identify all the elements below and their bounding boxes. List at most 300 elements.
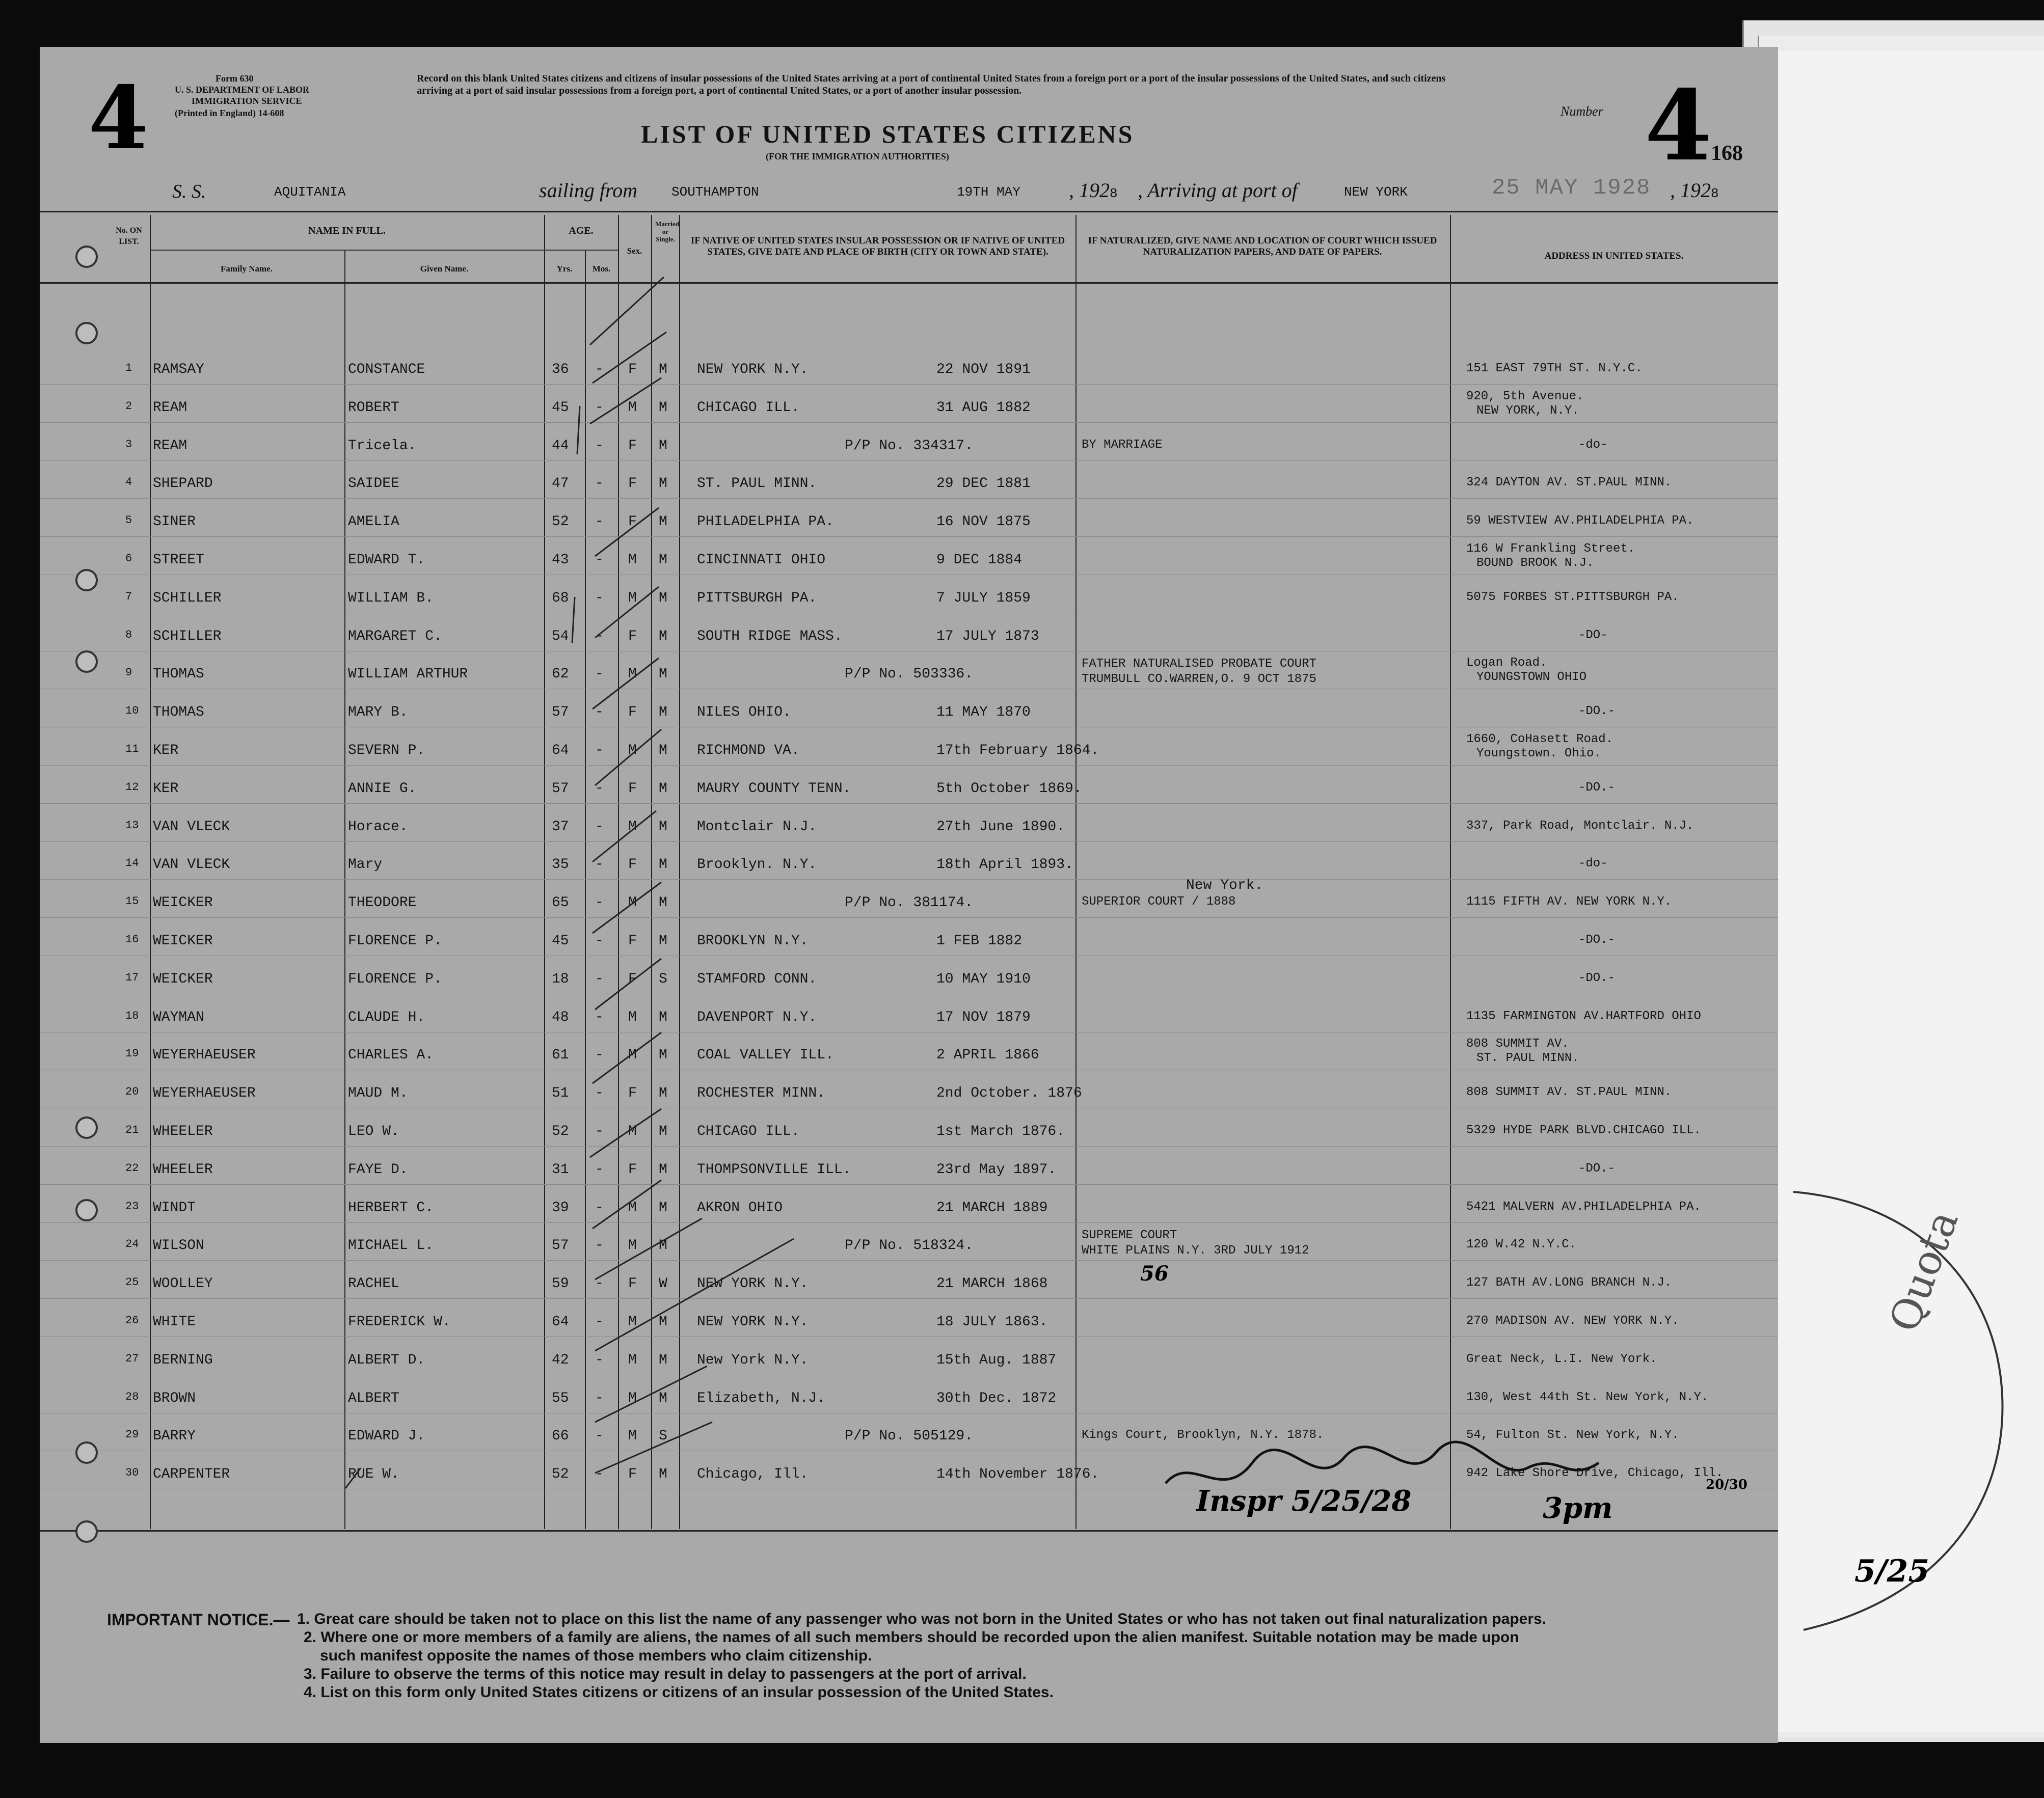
row-number: 22	[125, 1161, 139, 1175]
birthplace: PHILADELPHIA PA.	[697, 514, 834, 530]
tally-note: 20/30	[1706, 1477, 1747, 1492]
birth-date: 1 FEB 1882	[936, 933, 1023, 949]
check-mark	[595, 1239, 794, 1351]
age-years: 37	[552, 819, 569, 835]
age-months: -	[595, 438, 604, 454]
family-name: VAN VLECK	[153, 819, 230, 835]
birth-date: 23rd May 1897.	[936, 1161, 1057, 1178]
service: IMMIGRATION SERVICE	[192, 96, 302, 106]
address: 920, 5th Avenue.	[1466, 389, 1584, 403]
given-name: CONSTANCE	[348, 362, 425, 377]
age-years: 54	[552, 628, 569, 644]
check-mark	[593, 658, 659, 709]
birth-date: 29 DEC 1881	[936, 476, 1031, 492]
birthplace: NEW YORK N.Y.	[697, 1314, 809, 1330]
birthplace: NEW YORK N.Y.	[697, 362, 809, 377]
marital-status: M	[659, 362, 667, 377]
sex: M	[628, 590, 637, 606]
family-name: REAM	[153, 399, 187, 416]
family-name: BERNING	[153, 1352, 213, 1368]
given-name: ALBERT	[348, 1390, 399, 1406]
row-number: 16	[125, 933, 139, 946]
check-mark	[595, 1218, 702, 1279]
sex: F	[628, 362, 637, 377]
year-departure-suffix: 8	[1110, 186, 1118, 201]
age-months: -	[595, 399, 604, 416]
age-years: 35	[552, 857, 569, 873]
naturalization-top: New York.	[1186, 878, 1263, 894]
family-name: SHEPARD	[153, 476, 213, 492]
check-mark	[590, 378, 661, 424]
sailing-label: sailing from	[539, 179, 637, 202]
birth-date: 2nd October. 1876	[936, 1085, 1082, 1102]
sex: M	[628, 1009, 637, 1025]
address: 54, Fulton St. New York, N.Y.	[1466, 1428, 1679, 1442]
age-years: 52	[552, 1124, 569, 1139]
row-number: 11	[125, 743, 139, 755]
age-years: 64	[552, 1314, 569, 1330]
address-2: ST. PAUL MINN.	[1476, 1051, 1579, 1066]
age-years: 45	[552, 933, 569, 949]
age-months: -	[595, 1314, 604, 1330]
birth-date: 21 MARCH 1868	[936, 1276, 1048, 1292]
sex: M	[628, 1124, 637, 1139]
address: -DO.-	[1578, 971, 1616, 985]
year-arrival: , 1928	[1670, 179, 1719, 202]
birth-date: 15th Aug. 1887	[936, 1352, 1057, 1368]
check-mark	[590, 1109, 661, 1157]
sex: F	[628, 1161, 637, 1178]
sex: F	[628, 628, 637, 644]
given-name: FLORENCE P.	[348, 933, 442, 949]
sex: M	[628, 1314, 637, 1330]
address: Great Neck, L.I. New York.	[1466, 1352, 1657, 1366]
age-years: 68	[552, 590, 569, 606]
sex: F	[628, 438, 637, 454]
family-name: KER	[153, 743, 179, 758]
sex: F	[628, 514, 637, 530]
binder-hole	[75, 1116, 98, 1139]
marital-status: M	[659, 552, 667, 568]
age-years: 31	[552, 1161, 569, 1178]
sex: F	[628, 933, 637, 949]
notice-item: 1. Great care should be taken not to place on this list the name of any passenger who was not born in the United States or who has not taken out final naturalization papers.	[297, 1611, 1547, 1627]
birthplace: COAL VALLEY ILL.	[697, 1047, 834, 1064]
family-name: WEICKER	[153, 971, 213, 987]
birthplace: RICHMOND VA.	[697, 743, 800, 758]
given-name: ROBERT	[348, 399, 399, 416]
given-name: RACHEL	[348, 1276, 399, 1292]
check-mark	[595, 508, 659, 556]
ship-name: AQUITANIA	[274, 184, 346, 200]
given-name: ANNIE G.	[348, 780, 417, 797]
row-number: 21	[125, 1124, 139, 1136]
age-years: 18	[552, 971, 569, 987]
check-mark	[595, 1422, 712, 1473]
marital-status: M	[659, 399, 667, 416]
marital-status: M	[659, 819, 667, 835]
birthplace: P/P No. 381174.	[845, 895, 974, 911]
given-name: EDWARD T.	[348, 552, 425, 568]
page-subtitle: (FOR THE IMMIGRATION AUTHORITIES)	[766, 151, 949, 161]
address: 116 W Frankling Street.	[1466, 542, 1635, 556]
birthplace: NILES OHIO.	[697, 704, 791, 721]
check-mark	[593, 1032, 661, 1083]
address: 59 WESTVIEW AV.PHILADELPHIA PA.	[1466, 514, 1694, 528]
row-number: 5	[125, 514, 132, 527]
row-number: 4	[125, 476, 132, 489]
sex: M	[628, 1390, 637, 1406]
birth-date: 7 JULY 1859	[936, 590, 1031, 606]
check-mark	[593, 332, 666, 383]
given-name: EDWARD J.	[348, 1428, 425, 1445]
sex: M	[628, 1352, 637, 1368]
row-number: 2	[125, 399, 132, 413]
address: 130, West 44th St. New York, N.Y.	[1466, 1390, 1709, 1404]
address: -DO.-	[1578, 780, 1616, 795]
marital-status: M	[659, 1238, 667, 1254]
marital-status: M	[659, 1390, 667, 1406]
family-name: WAYMAN	[153, 1009, 204, 1025]
birth-date: 31 AUG 1882	[936, 399, 1031, 416]
record-note: Record on this blank United States citizens and citizens of insular possessions of the United States arriving at a port of continental United States from a foreign port or a port of the insular possessions of the United States, and such citizens arriving at a port of said insular possessions from a foreign port, a port of continental United States, or a port of another insular possession.	[417, 73, 1446, 96]
age-months: -	[595, 933, 604, 949]
row-number: 27	[125, 1352, 139, 1365]
sex: M	[628, 895, 637, 911]
age-years: 47	[552, 476, 569, 492]
marital-status: M	[659, 514, 667, 530]
year-arrival-suffix: 8	[1711, 186, 1719, 201]
age-months: -	[595, 514, 604, 530]
age-months: -	[595, 1124, 604, 1139]
family-name: THOMAS	[153, 704, 204, 721]
age-years: 57	[552, 1238, 569, 1254]
form-number: Form 630	[216, 73, 254, 84]
age-years: 36	[552, 362, 569, 377]
age-years: 52	[552, 514, 569, 530]
binder-hole	[75, 569, 98, 591]
row-number: 30	[125, 1466, 139, 1480]
sex: M	[628, 399, 637, 416]
marital-status: M	[659, 933, 667, 949]
check-mark	[593, 1180, 661, 1229]
family-name: WHEELER	[153, 1124, 213, 1139]
marital-status: M	[659, 1047, 667, 1064]
check-mark	[593, 811, 656, 862]
header-name: NAME IN FULL.	[308, 225, 386, 236]
given-name: Tricela.	[348, 438, 417, 454]
sex: F	[628, 704, 637, 721]
given-name: WILLIAM B.	[348, 590, 434, 606]
birth-date: 1st March 1876.	[936, 1124, 1065, 1139]
given-name: MARGARET C.	[348, 628, 442, 644]
header-family: Family Name.	[221, 264, 273, 274]
marital-status: M	[659, 1124, 667, 1139]
address: -DO.-	[1578, 933, 1616, 947]
birthplace: BROOKLYN N.Y.	[697, 933, 809, 949]
address: Logan Road.	[1466, 656, 1547, 670]
birthplace: THOMPSONVILLE ILL.	[697, 1161, 851, 1178]
family-name: KER	[153, 780, 179, 797]
sex: M	[628, 1047, 637, 1064]
age-months: -	[595, 1428, 604, 1445]
given-name: WILLIAM ARTHUR	[348, 666, 468, 683]
birth-date: 10 MAY 1910	[936, 971, 1031, 987]
family-name: REAM	[153, 438, 187, 454]
birthplace: CINCINNATI OHIO	[697, 552, 826, 568]
age-months: -	[595, 1047, 604, 1064]
binder-hole	[75, 1441, 98, 1464]
check-mark	[595, 729, 661, 785]
age-years: 39	[552, 1200, 569, 1216]
age-months: -	[595, 590, 604, 606]
age-years: 66	[552, 1428, 569, 1445]
age-months: -	[595, 476, 604, 492]
age-months: -	[595, 1009, 604, 1025]
birth-date: 5th October 1869.	[936, 780, 1082, 797]
address: 151 EAST 79TH ST. N.Y.C.	[1466, 362, 1643, 375]
birthplace: SOUTH RIDGE MASS.	[697, 628, 843, 644]
marital-status: M	[659, 1352, 667, 1368]
family-name: SINER	[153, 514, 196, 530]
marital-status: W	[659, 1276, 667, 1292]
family-name: WHITE	[153, 1314, 196, 1330]
age-years: 42	[552, 1352, 569, 1368]
given-name: CLAUDE H.	[348, 1009, 425, 1025]
address: 808 SUMMIT AV. ST.PAUL MINN.	[1466, 1085, 1672, 1100]
given-name: Mary	[348, 857, 383, 873]
check-mark	[577, 406, 580, 454]
row-number: 1	[125, 362, 132, 374]
age-months: -	[595, 666, 604, 683]
birthplace: CHICAGO ILL.	[697, 399, 800, 416]
given-name: LEO W.	[348, 1124, 399, 1139]
address: 127 BATH AV.LONG BRANCH N.J.	[1466, 1276, 1672, 1290]
family-name: CARPENTER	[153, 1466, 230, 1483]
row-number: 29	[125, 1428, 139, 1441]
given-name: THEODORE	[348, 895, 417, 911]
sex: M	[628, 819, 637, 835]
sex: M	[628, 1200, 637, 1216]
notice-item: 2. Where one or more members of a family are aliens, the names of all such members should be recorded upon the alien manifest. Suitable notation may be made upon	[304, 1629, 1519, 1646]
birthplace: Brooklyn. N.Y.	[697, 857, 817, 873]
check-mark	[590, 277, 664, 345]
check-mark	[595, 959, 661, 1010]
birthplace: P/P No. 334317.	[845, 438, 974, 454]
birthplace: CHICAGO ILL.	[697, 1124, 800, 1139]
family-name: SCHILLER	[153, 628, 222, 644]
row-number: 25	[125, 1276, 139, 1289]
row-number: 19	[125, 1047, 139, 1060]
age-years: 43	[552, 552, 569, 568]
check-mark	[572, 597, 575, 643]
birth-date: 16 NOV 1875	[936, 514, 1031, 530]
birthplace: P/P No. 505129.	[845, 1428, 974, 1445]
binder-hole	[75, 246, 98, 268]
row-number: 10	[125, 704, 139, 718]
family-name: WHEELER	[153, 1161, 213, 1178]
notice-label: IMPORTANT NOTICE.—	[107, 1611, 290, 1629]
marital-status: M	[659, 1200, 667, 1216]
birth-date: 27th June 1890.	[936, 819, 1065, 835]
given-name: FREDERICK W.	[348, 1314, 451, 1330]
address: 942 Lake Shore Drive, Chicago, Ill.	[1466, 1466, 1724, 1481]
notice-item: such manifest opposite the names of those members who claim citizenship.	[320, 1647, 872, 1664]
age-months: -	[595, 819, 604, 835]
family-name: WILSON	[153, 1238, 204, 1254]
age-years: 51	[552, 1085, 569, 1102]
address: -do-	[1578, 438, 1608, 452]
age-years: 52	[552, 1466, 569, 1483]
row-number: 7	[125, 590, 132, 603]
family-name: WOOLLEY	[153, 1276, 213, 1292]
age-years: 61	[552, 1047, 569, 1064]
header-birthplace: IF NATIVE OF UNITED STATES INSULAR POSSESSION OR IF NATIVE OF UNITED STATES, GIVE DATE AND PLACE OF BIRTH (CITY OR TOWN AND STATE).	[690, 235, 1065, 257]
naturalization: Kings Court, Brooklyn, N.Y. 1878.	[1082, 1428, 1324, 1442]
naturalization: BY MARRIAGE	[1082, 438, 1163, 452]
birthplace: ST. PAUL MINN.	[697, 476, 817, 492]
address-2: YOUNGSTOWN OHIO	[1476, 670, 1587, 685]
birthplace: NEW YORK N.Y.	[697, 1276, 809, 1292]
birth-date: 17th February 1864.	[936, 743, 1099, 758]
year-departure: , 1928	[1069, 179, 1118, 202]
arriving-label: , Arriving at port of	[1138, 179, 1298, 202]
given-name: CHARLES A.	[348, 1047, 434, 1064]
marital-status: M	[659, 895, 667, 911]
binder-hole	[75, 322, 98, 344]
port-to: NEW YORK	[1344, 184, 1408, 200]
address: -DO.-	[1578, 1161, 1616, 1176]
corner-mark: 4	[88, 67, 149, 169]
age-months: -	[595, 780, 604, 797]
family-name: WEICKER	[153, 895, 213, 911]
birthplace: PITTSBURGH PA.	[697, 590, 817, 606]
address: 324 DAYTON AV. ST.PAUL MINN.	[1466, 476, 1672, 490]
address: -DO.-	[1578, 704, 1616, 719]
given-name: Horace.	[348, 819, 408, 835]
birthplace: DAVENPORT N.Y.	[697, 1009, 817, 1025]
sex: F	[628, 780, 637, 797]
naturalization-2: TRUMBULL CO.WARREN,O. 9 OCT 1875	[1082, 672, 1316, 687]
given-name: HERBERT C.	[348, 1200, 434, 1216]
marital-status: M	[659, 1085, 667, 1102]
birth-date: 30th Dec. 1872	[936, 1390, 1057, 1406]
row-number: 14	[125, 857, 139, 870]
row-number: 15	[125, 895, 139, 908]
birthplace: Elizabeth, N.J.	[697, 1390, 826, 1406]
birth-date: 17 JULY 1873	[936, 628, 1039, 644]
family-name: STREET	[153, 552, 204, 568]
manifest-sheet	[40, 47, 1778, 1743]
birth-date: 11 MAY 1870	[936, 704, 1031, 721]
age-months: -	[595, 1161, 604, 1178]
given-name: SEVERN P.	[348, 743, 425, 758]
check-mark	[595, 587, 659, 638]
marital-status: S	[659, 971, 667, 987]
binder-hole	[75, 650, 98, 673]
header-married: Married or Single.	[655, 220, 679, 243]
age-months: -	[595, 552, 604, 568]
row-number: 13	[125, 819, 139, 832]
marital-status: M	[659, 590, 667, 606]
row-number: 12	[125, 780, 139, 794]
address: 1115 FIFTH AV. NEW YORK N.Y.	[1466, 895, 1672, 909]
sex: M	[628, 552, 637, 568]
age-years: 57	[552, 780, 569, 797]
age-months: -	[595, 1390, 604, 1406]
birth-date: 17 NOV 1879	[936, 1009, 1031, 1025]
age-years: 62	[552, 666, 569, 683]
marital-status: M	[659, 743, 667, 758]
row-number: 24	[125, 1238, 139, 1251]
birth-date: 2 APRIL 1866	[936, 1047, 1039, 1064]
birthplace: P/P No. 518324.	[845, 1238, 974, 1254]
sex: M	[628, 1428, 637, 1445]
naturalization-2: WHITE PLAINS N.Y. 3RD JULY 1912	[1082, 1244, 1309, 1258]
age-months: -	[595, 1352, 604, 1368]
age-years: 57	[552, 704, 569, 721]
row-number: 18	[125, 1009, 139, 1022]
birthplace: P/P No. 503336.	[845, 666, 974, 683]
year-departure-prefix: 192	[1079, 179, 1110, 202]
page-number: 168	[1711, 142, 1743, 165]
given-name: MARY B.	[348, 704, 408, 721]
check-mark	[593, 882, 661, 933]
address: 1660, CoHasett Road.	[1466, 732, 1613, 746]
year-arrival-prefix: 192	[1680, 179, 1711, 202]
sex: M	[628, 666, 637, 683]
address-2: BOUND BROOK N.J.	[1476, 556, 1594, 570]
age-years: 65	[552, 895, 569, 911]
address: 808 SUMMIT AV.	[1466, 1037, 1569, 1051]
printed-in: (Printed in England) 14-608	[175, 108, 284, 118]
family-name: VAN VLECK	[153, 857, 230, 873]
row-number: 6	[125, 552, 132, 565]
given-name: RUE W.	[348, 1466, 399, 1483]
marital-status: M	[659, 1009, 667, 1025]
age-years: 64	[552, 743, 569, 758]
age-months: -	[595, 704, 604, 721]
header-age: AGE.	[569, 225, 594, 236]
address: 1135 FARMINGTON AV.HARTFORD OHIO	[1466, 1009, 1701, 1023]
marital-status: M	[659, 666, 667, 683]
age-months: -	[595, 743, 604, 758]
marital-status: M	[659, 857, 667, 873]
date-from: 19TH MAY	[957, 184, 1020, 200]
sex: F	[628, 857, 637, 873]
birthplace: Montclair N.J.	[697, 819, 817, 835]
row-number: 23	[125, 1200, 139, 1213]
binder-hole	[75, 1520, 98, 1543]
check-mark	[345, 1468, 361, 1488]
sex: F	[628, 971, 637, 987]
age-months: -	[595, 1200, 604, 1216]
sex: F	[628, 1085, 637, 1102]
birth-date: 9 DEC 1884	[936, 552, 1023, 568]
given-name: FAYE D.	[348, 1161, 408, 1178]
page-title: LIST OF UNITED STATES CITIZENS	[641, 120, 1135, 148]
age-months: -	[595, 1085, 604, 1102]
address: 5329 HYDE PARK BLVD.CHICAGO ILL.	[1466, 1124, 1701, 1137]
header-given: Given Name.	[420, 264, 469, 274]
age-months: -	[595, 971, 604, 987]
birth-date: 14th November 1876.	[936, 1466, 1099, 1483]
row-number: 20	[125, 1085, 139, 1099]
header-address: ADDRESS IN UNITED STATES.	[1544, 251, 1684, 261]
marital-status: M	[659, 1466, 667, 1483]
address: -do-	[1578, 857, 1608, 871]
marital-status: M	[659, 476, 667, 492]
